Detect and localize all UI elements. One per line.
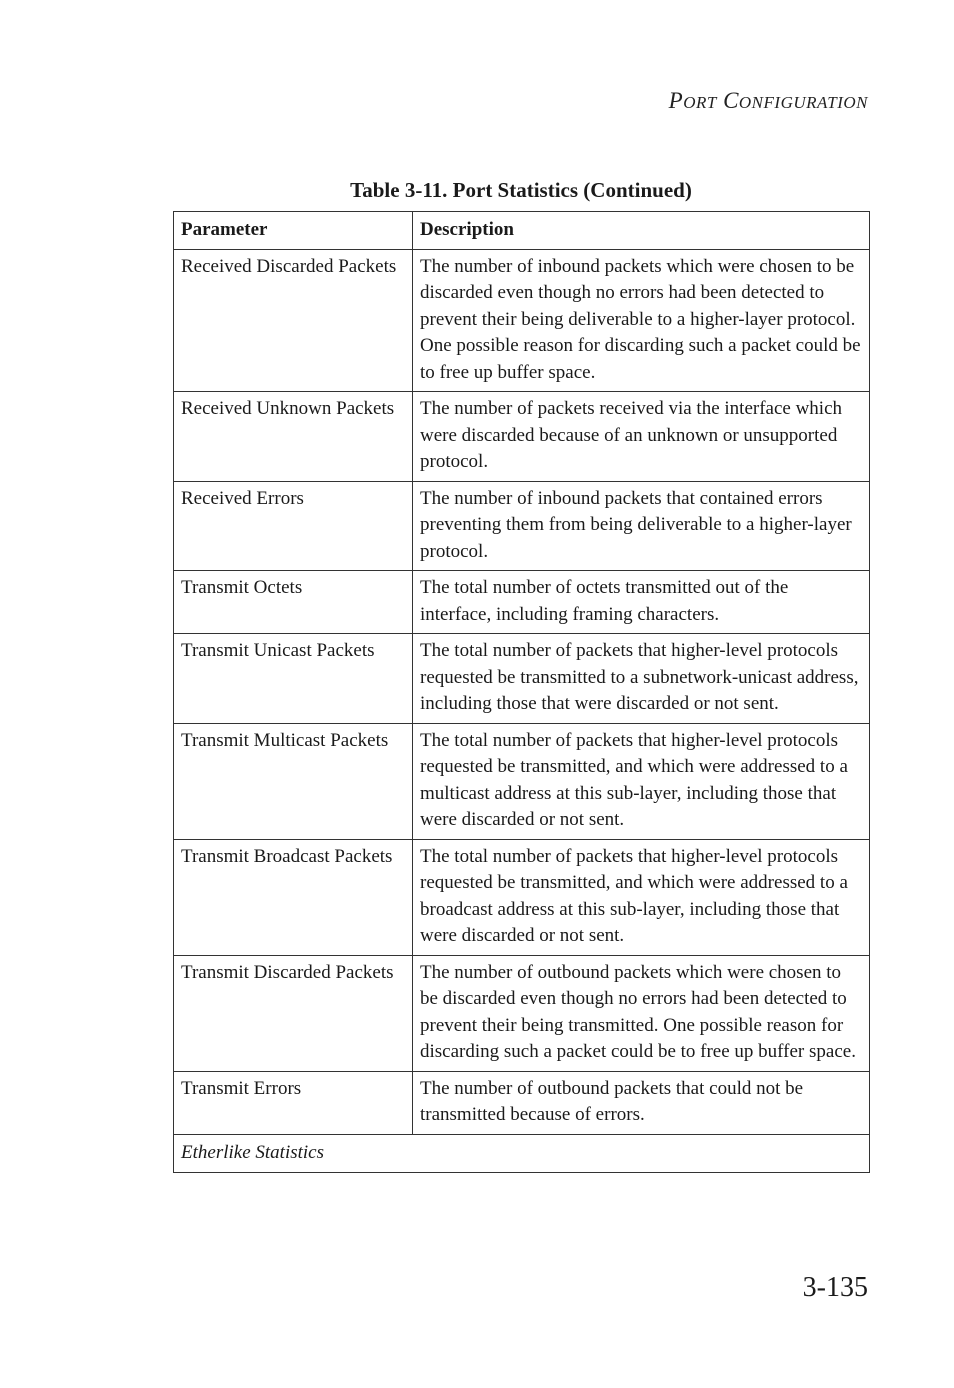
table-row	[174, 723, 870, 839]
parameter-cell: Transmit Multicast Packets	[174, 723, 413, 839]
section-label-etherlike-statistics: Etherlike Statistics	[174, 1134, 870, 1173]
table-row	[174, 571, 870, 634]
table-header-row	[174, 212, 870, 250]
description-cell: The total number of packets that higher-level protocols requested be transmitted to a subnetwork-unicast address, including those that were discarded or not sent.	[413, 634, 870, 724]
table-caption: Table 3-11. Port Statistics (Continued)	[350, 178, 692, 202]
description-cell: The number of outbound packets that could not be transmitted because of errors.	[413, 1071, 870, 1134]
parameter-cell: Transmit Discarded Packets	[174, 955, 413, 1071]
table-row	[174, 955, 870, 1071]
table-row	[174, 481, 870, 571]
parameter-cell: Transmit Errors	[174, 1071, 413, 1134]
description-cell: The total number of octets transmitted out of the interface, including framing characters.	[413, 571, 870, 634]
table-row	[174, 392, 870, 482]
running-header	[669, 88, 868, 114]
parameter-cell: Transmit Octets	[174, 571, 413, 634]
running-header-word-1: ORT	[683, 93, 717, 112]
table-section-row	[174, 1134, 870, 1173]
running-header-initial-1: P	[668, 88, 684, 113]
table-row	[174, 634, 870, 724]
parameter-cell: Received Discarded Packets	[174, 249, 413, 392]
description-cell: The number of packets received via the interface which were discarded because of an unknown or unsupported protocol.	[413, 392, 870, 482]
running-header-word-2: ONFIGURATION	[738, 93, 868, 112]
description-cell: The number of inbound packets that contained errors preventing them from being deliverable to a higher-layer protocol.	[413, 481, 870, 571]
parameter-cell: Transmit Broadcast Packets	[174, 839, 413, 955]
description-cell: The number of outbound packets which were chosen to be discarded even though no errors had been detected to prevent their being transmitted. One possible reason for discarding such a packet could be to free up buffer space.	[413, 955, 870, 1071]
description-cell: The total number of packets that higher-level protocols requested be transmitted, and which were addressed to a multicast address at this sub-layer, including those that were discarded or not sent.	[413, 723, 870, 839]
description-cell: The number of inbound packets which were chosen to be discarded even though no errors had been detected to prevent their being deliverable to a higher-layer protocol. One possible reason for discarding such a packet could be to free up buffer space.	[413, 249, 870, 392]
column-header-description: Description	[413, 212, 870, 250]
table-row	[174, 249, 870, 392]
parameter-cell: Received Unknown Packets	[174, 392, 413, 482]
column-header-parameter: Parameter	[174, 212, 413, 250]
running-header-initial-2: C	[723, 88, 739, 113]
table-row	[174, 839, 870, 955]
parameter-cell: Transmit Unicast Packets	[174, 634, 413, 724]
parameter-cell: Received Errors	[174, 481, 413, 571]
table-row	[174, 1071, 870, 1134]
description-cell: The total number of packets that higher-level protocols requested be transmitted, and which were addressed to a broadcast address at this sub-layer, including those that were discarded or not sent.	[413, 839, 870, 955]
port-statistics-table	[173, 211, 870, 1173]
page-number: 3-135	[802, 1272, 868, 1303]
